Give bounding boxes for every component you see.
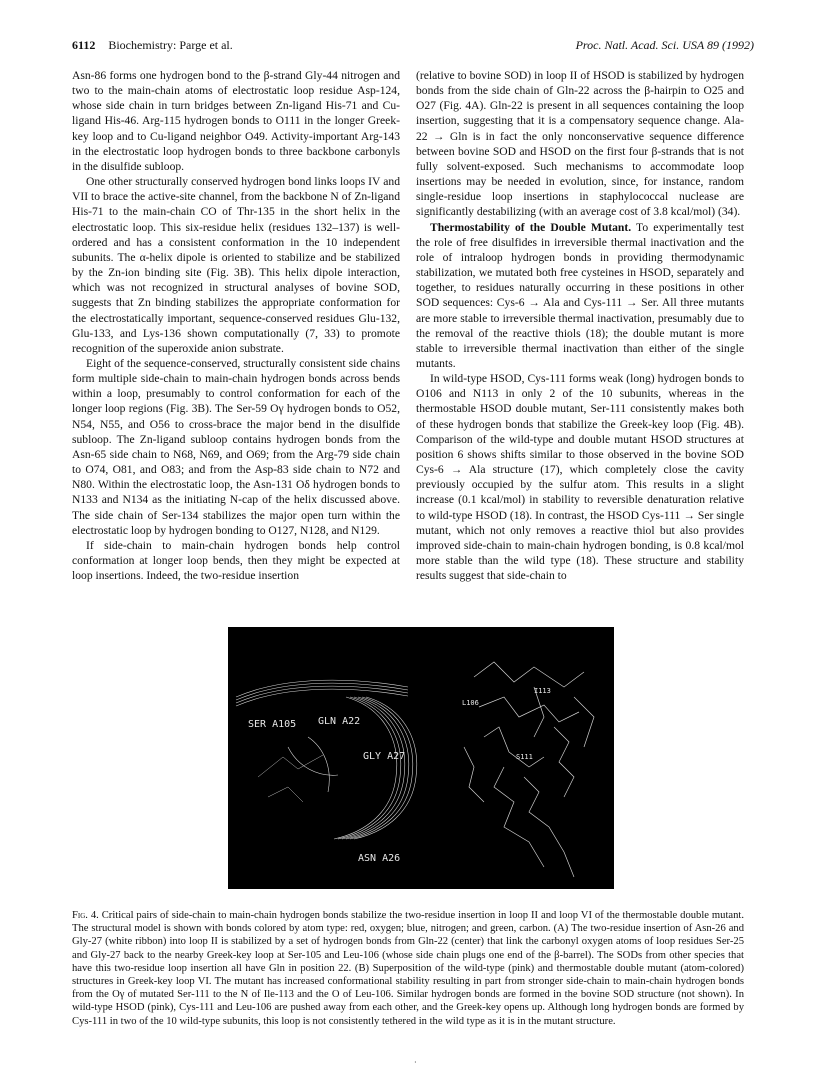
paragraph: Eight of the sequence-conserved, structurally consistent side chains form multiple side-chain to main-chain hydrogen bonds across bends within a loop, presumably to control conformation for each of the longer loop regions (Fig. 3B). The Ser-59 Oγ hydrogen bonds to O52, N54, N55, and O56 to cross-brace the major bend in the disulfide subloop. The Zn-ligand subloop contains hydrogen bonds from the Asn-65 side chain to N68, N69, and O69; from the Arg-79 side chain to O74, O81, and O83; and from the Asp-83 side chain to N72 and N80. Within the electrostatic loop, the Asn-131 Oδ hydrogen bonds to N133 and N134 as the initiating N-cap of the helix discussed above. The side chain of Ser-134 stabilizes the major open turn within the electrostatic loop by hydrogen bonding to O127, N128, and N129. bbox=[72, 356, 400, 537]
left-column bbox=[72, 68, 400, 583]
section-text: To experimentally test the role of free disulfides in irreversible thermal inactivation and the role of intraloop hydrogen bonds in providing thermodynamic stabilization, we mutated both free cysteines in HSOD, separately and together, to residues naturally occurring in these positions in other SOD sequences: Cys-6 → Ala and Cys-111 → Ser. All three mutants are more stable to irreversible thermal inactivation, presumably due to the removal of the reactive thiols (18); the double mutant is more stable to irreversible thermal inactivation than either of the single mutants. bbox=[416, 220, 744, 370]
caption-text: Critical pairs of side-chain to main-chain hydrogen bonds stabilize the two-residue insertion in loop II and loop VI of the thermostable double mutant. The structural model is shown with bonds colored by atom type: red, oxygen; blue, nitrogen; and green, carbon. (A) The two-residue insertion of Asn-26 and Gly-27 (white ribbon) into loop II is stabilized by a set of hydrogen bonds from Gln-22 (center) that link the carbonyl oxygen atoms of loop residues Ser-25 and Gly-27 back to the nearby Greek-key loop at Ser-105 and Leu-106 (whose side chain plugs one end of the β-barrel). The SODs from other species that have this two-residue loop insertion all have Gln in position 22. (B) Superposition of the wild-type (pink) and thermostable double mutant (atom-colored) structures in Greek-key loop VI. The mutant has increased conformational stability resulting in part from stronger side-chain to main-chain hydrogen bonds from the Oγ of mutated Ser-111 to the N of Ile-113 and the O of Leu-106. Similar hydrogen bonds are formed in the bovine SOD structure (not shown). In wild-type HSOD (pink), Cys-111 and Leu-106 are pushed away from each other, and the Greek-key opens up. Although long hydrogen bonds are formed by Cys-111 in two of the 10 wild-type subunits, this loop is not consistently tethered in the wild type as it is in the mutant structure. bbox=[72, 910, 744, 1027]
page-number: 6112 bbox=[72, 38, 96, 52]
paragraph: Asn-86 forms one hydrogen bond to the β-strand Gly-44 nitrogen and two to the main-chain atoms of electrostatic loop residue Asp-124, whose side chain in turn bridges between Zn-ligand His-71 and Cu-ligand His-46. Arg-115 hydrogen bonds to O111 in the longer Greek-key loop and to Cu-ligand neighbor O49. Activity-important Arg-143 in the electrostatic loop hydrogen bonds to three backbone carbonyls in the disulfide subloop. bbox=[72, 69, 400, 173]
figure-panel-b bbox=[434, 627, 614, 889]
label-i113: I113 bbox=[534, 687, 551, 695]
right-column bbox=[416, 68, 744, 583]
label-s111: S111 bbox=[516, 753, 533, 761]
figure-panel-a bbox=[228, 627, 426, 889]
running-title: Biochemistry: Parge et al. bbox=[108, 38, 233, 52]
paragraph: In wild-type HSOD, Cys-111 forms weak (long) hydrogen bonds to O106 and N113 in only 2 of the 10 subunits, whereas in the thermostable HSOD double mutant, Ser-111 consistently makes both of these hydrogen bonds that stabilize the Greek-key loop (Fig. 4B). Comparison of the wild-type and double mutant HSOD structures at position 6 shows shifts similar to those observed in the bovine SOD Cys-6 → Ala structure (17), which completely close the cavity previously occupied by the sulfur atom. This results in a slight increase (0.1 kcal/mol) in stability to reversible denaturation relative to wild-type HSOD (18). In contrast, the HSOD Cys-111 → Ser single mutant, which not only removes a reactive thiol but also provides improved side-chain to main-chain hydrogen bonding, is 0.8 kcal/mol more stable than the wild type (18). These structure and stability results suggest that side-chain to bbox=[416, 372, 744, 583]
journal-citation: Proc. Natl. Acad. Sci. USA 89 (1992) bbox=[575, 38, 754, 52]
footer-mark: · bbox=[414, 1058, 417, 1067]
paragraph: One other structurally conserved hydrogen bond links loops IV and VII to brace the active-site channel, from the backbone N of Zn-ligand His-71 to the main-chain CO of Thr-135 in the short helix in the electrostatic loop. This six-residue helix (residues 132–137) is well-ordered and has a consistent conformation in the 10 independent subunits. The α-helix dipole is oriented to stabilize and be stabilized by the Zn-ion binding site (Fig. 3B). This helix dipole interaction, which was not recognized in structural analyses of bovine SOD, suggests that Zn binding stabilizes the appropriate conformation for the electrostatically important, sequence-conserved residues Glu-132, Glu-133, and Lys-136 shown computationally (7, 33) to promote recognition of the superoxide anion substrate. bbox=[72, 175, 400, 355]
label-asn-a26: ASN A26 bbox=[358, 853, 401, 864]
label-ser-a105: SER A105 bbox=[248, 719, 297, 730]
caption-label: Fig. 4. bbox=[72, 910, 99, 921]
section-paragraph bbox=[416, 220, 744, 372]
figure-caption bbox=[72, 909, 744, 1028]
stick-model-image bbox=[434, 627, 614, 889]
running-header-left bbox=[72, 38, 233, 53]
label-l106: L106 bbox=[462, 699, 479, 707]
label-gln-a22: GLN A22 bbox=[318, 716, 361, 727]
paragraph: (relative to bovine SOD) in loop II of HSOD is stabilized by hydrogen bonds from the side chain of Gln-22 across the β-hairpin to O25 and O27 (Fig. 4A). Gln-22 is present in all sequences containing the loop insertion, suggesting that it is a compensatory sequence change. Ala-22 → Gln is in fact the only nonconservative sequence difference between bovine SOD and HSOD on the first four β-strands that is not fully solvent-exposed. Such mechanisms to accommodate loop insertions may be needed in evolution, since, for instance, random single-residue loop insertions in staphylococcal nuclease are significantly destabilizing (with an average cost of 3.8 kcal/mol) (34). bbox=[416, 69, 744, 219]
section-heading: Thermostability of the Double Mutant. bbox=[430, 220, 632, 234]
label-gly-a27: GLY A27 bbox=[363, 751, 406, 762]
ribbon-model-image bbox=[228, 627, 426, 889]
paragraph: If side-chain to main-chain hydrogen bonds help control conformation at longer loop bends, then they might be expected at loop insertions. Indeed, the two-residue insertion bbox=[72, 538, 400, 583]
